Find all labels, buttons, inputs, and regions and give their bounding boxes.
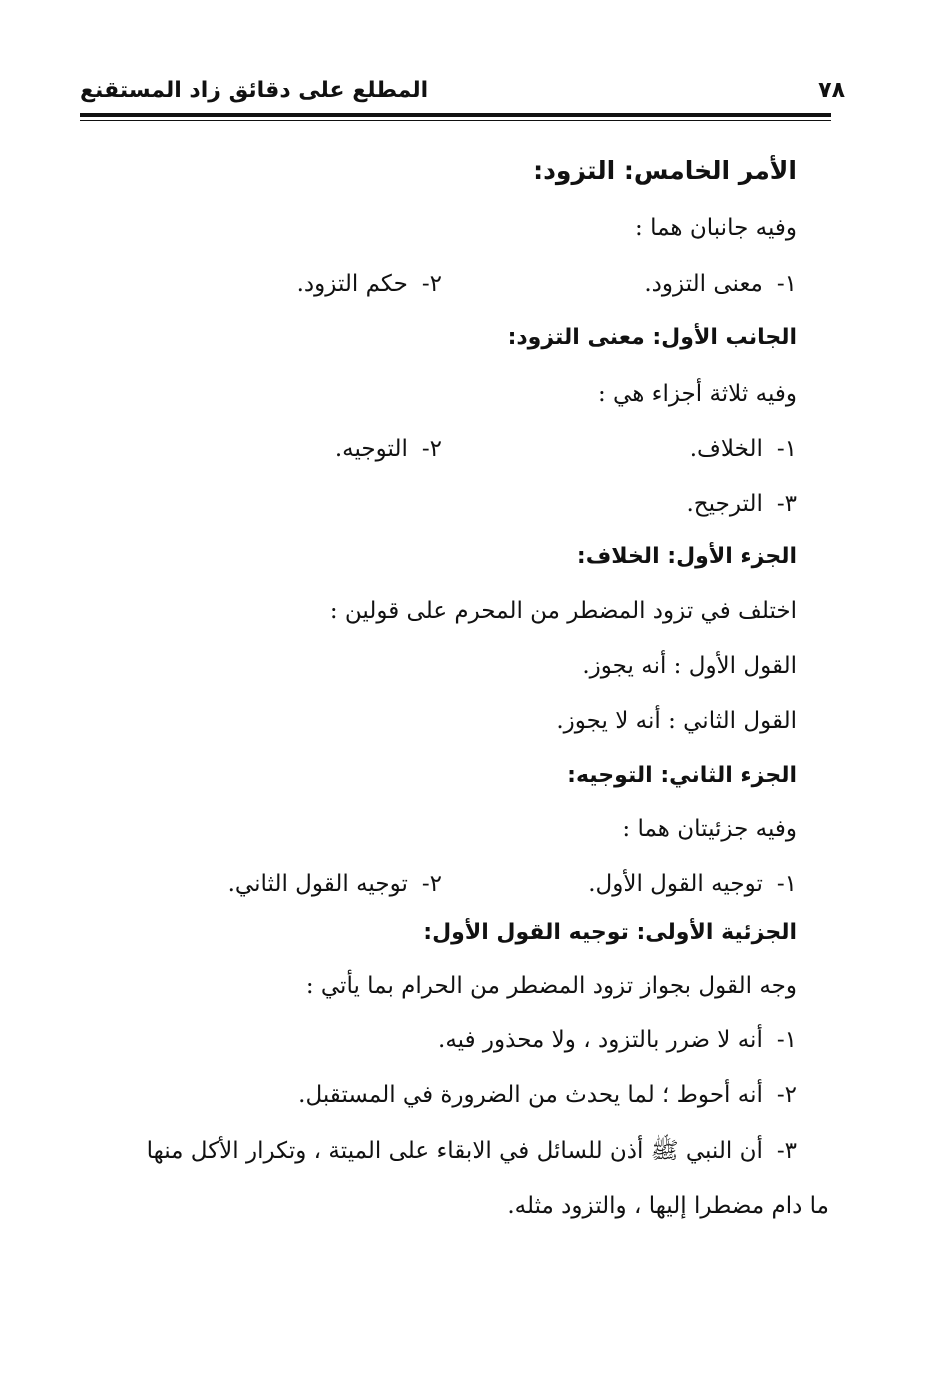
item-number: ٢- [421,271,442,297]
list-item [644,268,797,300]
item-text: توجيه القول الثاني. [227,871,408,897]
item-text: الترجيح. [686,491,763,517]
list-item [228,868,442,900]
part2-heading: الجزء الثاني: التوجيه: [567,763,797,788]
header-rule-thick [80,113,831,117]
list-item [335,433,442,465]
subsection-heading: الجانب الأول: معنى التزود: [507,325,797,350]
sides-list [197,268,797,300]
reason-continuation: ما دام مضطرا إليها ، والتزود مثله. [507,1193,829,1219]
item-number: ١- [776,271,797,297]
opinion-two: القول الثاني : أنه لا يجوز. [556,708,797,734]
item-text: أن النبي ﷺ أذن للسائل في الابقاء على الميتة ، وتكرار الأكل منها [146,1138,763,1164]
subpart1-heading: الجزئية الأولى: توجيه القول الأول: [423,920,797,945]
item-text: التوجيه. [334,436,408,462]
parts-list-cont [197,488,797,520]
intro-parts: وفيه ثلاثة أجزاء هي : [597,381,797,407]
list-item [588,868,797,900]
running-header-book-title: المطلع على دقائق زاد المستقنع [80,78,429,103]
item-number: ١- [776,871,797,897]
item-number: ٣- [776,491,797,517]
reason-item [147,1135,797,1167]
item-number: ١- [776,436,797,462]
list-item [690,433,797,465]
list-item [297,268,442,300]
subparts-list [197,868,797,900]
item-number: ٢- [776,1082,797,1108]
section-heading: الأمر الخامس: التزود: [533,156,797,185]
item-number: ١- [776,1027,797,1053]
list-item [687,488,798,520]
item-text: توجيه القول الأول. [588,871,763,897]
item-number: ٢- [421,871,442,897]
header-rule-thin [80,120,831,121]
item-number: ٣- [776,1138,797,1164]
item-text: معنى التزود. [644,271,763,297]
intro-subparts: وفيه جزئيتان هما : [622,816,797,842]
parts-list [197,433,797,465]
reason-item [298,1079,797,1111]
justification-intro: وجه القول بجواز تزود المضطر من الحرام بما يأتي : [305,973,797,999]
part1-heading: الجزء الأول: الخلاف: [576,544,797,569]
opinion-one: القول الأول : أنه يجوز. [582,653,797,679]
reason-item [438,1024,797,1056]
item-text: الخلاف. [689,436,763,462]
item-text: حكم التزود. [296,271,408,297]
item-text: أنه لا ضرر بالتزود ، ولا محذور فيه. [438,1027,763,1053]
intro-sides: وفيه جانبان هما : [635,215,797,241]
disagreement-text: اختلف في تزود المضطر من المحرم على قولين : [329,598,797,624]
item-text: أنه أحوط ؛ لما يحدث من الضرورة في المستقبل. [298,1082,763,1108]
page-number: ٧٨ [818,78,845,103]
item-number: ٢- [421,436,442,462]
